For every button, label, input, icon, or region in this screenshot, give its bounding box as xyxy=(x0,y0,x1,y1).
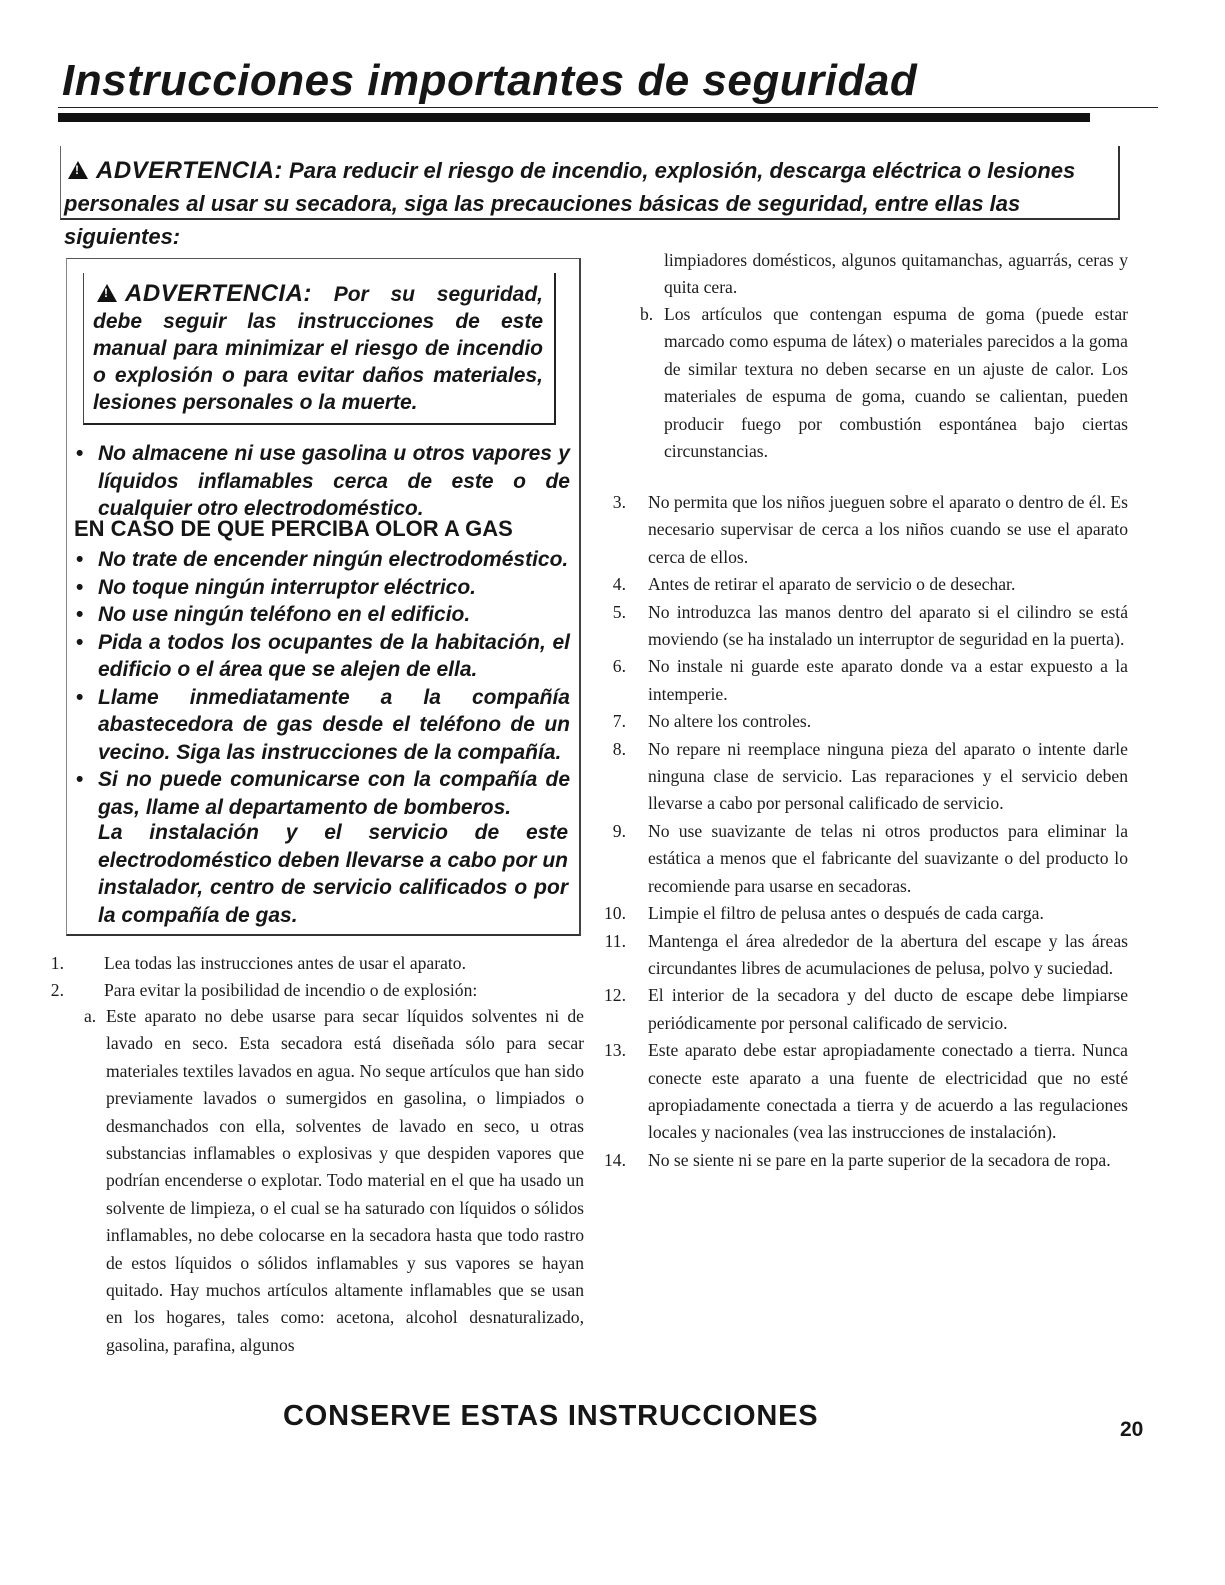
list-item xyxy=(600,653,1128,708)
item-number: 2. xyxy=(50,980,64,1001)
item-number: 10. xyxy=(604,903,626,924)
item-number: 1. xyxy=(50,953,64,973)
list-item xyxy=(600,982,1128,1037)
gas-odor-heading: EN CASO DE QUE PERCIBA OLOR A GAS xyxy=(74,516,513,541)
page-title: Instrucciones importantes de seguridad xyxy=(62,56,918,105)
item-text: No se siente ni se pare en la parte superior de la secadora de ropa. xyxy=(648,1149,1111,1170)
title-rule xyxy=(58,107,1158,108)
sub-item-text: Este aparato no debe usarse para secar líquidos solventes ni de lavado en seco. Esta secadora está diseñada sólo para secar materiales textiles lavados en agua. No seque artículos que han sido previamente lavados o sumergidos en gasolina, o limpiados o desmanchados con ella, solventes de lavado en seco, u otras substancias inflamables o explosivas y que despiden vapores que podrían encenderse o explotar. Todo material en el que ha usado un solvente de limpieza, o el cual se ha saturado con líquidos o sólidos inflamables, no debe colocarse en la secadora hasta que todo rastro de estos líquidos o sólidos inflamables y sus vapores se hayan quitado. Hay muchos artículos altamente inflamables que se usan en los hogares, tales como: acetona, alcohol desnaturalizado, gasolina, parafina, algunos xyxy=(106,1006,584,1355)
gas-bullet: • No trate de encender ningún electrodoméstico. xyxy=(74,546,570,574)
item-text: No permita que los niños jueguen sobre el aparato o dentro de él. Es necesario supervisar de cerca a los niños cuando se use el aparato cerca de ellos. xyxy=(648,492,1128,567)
safety-list-left xyxy=(44,950,584,1005)
item-number: 13. xyxy=(604,1040,626,1061)
gas-bullet: • No use ningún teléfono en el edificio. xyxy=(74,601,570,629)
footer-title: CONSERVE ESTAS INSTRUCCIONES xyxy=(283,1400,819,1432)
list-item xyxy=(44,950,584,977)
sub-item-text: Los artículos que contengan espuma de goma (puede estar marcado como espuma de látex) o materiales parecidos a la goma de similar textura no deben secarse en un ajuste de calor. Los materiales de espuma de goma, cuando se calientan, pueden producir fuego por combustión espontánea bajo ciertas circunstancias. xyxy=(664,304,1128,462)
gas-bullet: • Llame inmediatamente a la compañía abastecedora de gas desde el teléfono de un vecino. Siga las instrucciones de la compañía. xyxy=(74,684,570,767)
gas-bullet: • Pida a todos los ocupantes de la habitación, el edificio o el área que se alejen de ella. xyxy=(74,629,570,684)
item-number: 9. xyxy=(612,820,626,841)
safety-list-right xyxy=(600,489,1128,1174)
top-warning-text: Para reducir el riesgo de incendio, explosión, descarga eléctrica o lesiones personales al usar su secadora, siga las precauciones básicas de seguridad, entre ellas las siguientes: xyxy=(64,158,1076,249)
list-item xyxy=(600,928,1128,983)
item-text: Este aparato debe estar apropiadamente conectado a tierra. Nunca conecte este aparato a una fuente de electricidad que no esté apropiadamente conectada a tierra y de acuerdo a las regulaciones locales y nacionales (vea las instrucciones de instalación). xyxy=(648,1040,1128,1143)
gas-warning-label: ADVERTENCIA: xyxy=(125,280,312,307)
item-text: Limpie el filtro de pelusa antes o después de cada carga. xyxy=(648,903,1044,924)
item-text: Para evitar la posibilidad de incendio o de explosión: xyxy=(104,980,478,1001)
gas-bullet: • No toque ningún interruptor eléctrico. xyxy=(74,574,570,602)
gas-storage-list xyxy=(74,440,570,523)
item-number: 4. xyxy=(612,574,626,595)
item-number: 6. xyxy=(612,656,626,677)
list-item xyxy=(600,736,1128,818)
gas-odor-list xyxy=(74,546,570,821)
list-item xyxy=(600,708,1128,735)
item-number: 12. xyxy=(604,985,626,1006)
item-text: Mantenga el área alrededor de la abertura del escape y las áreas circundantes libres de acumulaciones de pelusa, polvo y suciedad. xyxy=(648,930,1128,978)
top-warning xyxy=(64,154,1114,253)
gas-bullet: • Si no puede comunicarse con la compañía de gas, llame al departamento de bomberos. xyxy=(74,766,570,821)
item-number: 11. xyxy=(604,930,626,951)
gas-bullet-storage: • No almacene ni use gasolina u otros vapores y líquidos inflamables cerca de este o de cualquier otro electrodoméstico. xyxy=(74,440,570,523)
item-text: No altere los controles. xyxy=(648,711,812,732)
list-item xyxy=(44,977,584,1004)
warning-icon xyxy=(68,161,88,179)
gas-warning-text: Por su seguridad, debe seguir las instrucciones de este manual para minimizar el riesgo de incendio o explosión o para evitar daños materiales, lesiones personales o la muerte. xyxy=(93,283,543,414)
item-text: Lea todas las instrucciones antes de usar el aparato. xyxy=(104,953,466,973)
item-number: 8. xyxy=(612,738,626,759)
sub-item-letter: b. xyxy=(640,304,654,324)
item-number: 7. xyxy=(612,711,626,732)
sub-item-letter: a. xyxy=(84,1006,97,1026)
list-item xyxy=(600,818,1128,900)
sub-item-a xyxy=(84,1003,584,1359)
gas-warning xyxy=(93,280,543,416)
item-text: Antes de retirar el aparato de servicio o de desechar. xyxy=(648,574,1016,595)
sub-item-a-continued: limpiadores domésticos, algunos quitamanchas, aguarrás, ceras y quita cera. xyxy=(664,250,1128,298)
sub-item-b xyxy=(640,301,1128,465)
item-text: No repare ni reemplace ninguna pieza del aparato o intente darle ninguna clase de servicio. Las reparaciones y el servicio deben llevarse a cabo por personal calificado de servicio. xyxy=(648,738,1128,814)
list-item xyxy=(600,571,1128,598)
list-item xyxy=(600,900,1128,927)
item-number: 14. xyxy=(604,1149,626,1170)
installation-note: La instalación y el servicio de este electrodoméstico deben llevarse a cabo por un instalador, centro de servicio calificados o por la compañía de gas. xyxy=(98,821,568,927)
item-number: 5. xyxy=(612,601,626,622)
item-text: No instale ni guarde este aparato donde va a estar expuesto a la intemperie. xyxy=(648,656,1128,704)
item-number: 3. xyxy=(612,492,626,512)
list-item xyxy=(600,489,1128,571)
list-item xyxy=(600,1037,1128,1147)
item-text: No use suavizante de telas ni otros productos para eliminar la estática a menos que el fabricante del suavizante o del producto lo recomiende para usarse en secadoras. xyxy=(648,820,1128,896)
list-item xyxy=(600,599,1128,654)
top-warning-label: ADVERTENCIA: xyxy=(96,157,283,184)
warning-icon xyxy=(97,284,117,302)
list-item xyxy=(600,1147,1128,1174)
title-bar xyxy=(58,113,1090,122)
item-text: El interior de la secadora y del ducto de escape debe limpiarse periódicamente por personal calificado de servicio. xyxy=(648,985,1128,1033)
item-text: No introduzca las manos dentro del aparato si el cilindro se está moviendo (se ha instalado un interruptor de seguridad en la puerta). xyxy=(648,601,1128,650)
page-number: 20 xyxy=(1120,1418,1144,1441)
